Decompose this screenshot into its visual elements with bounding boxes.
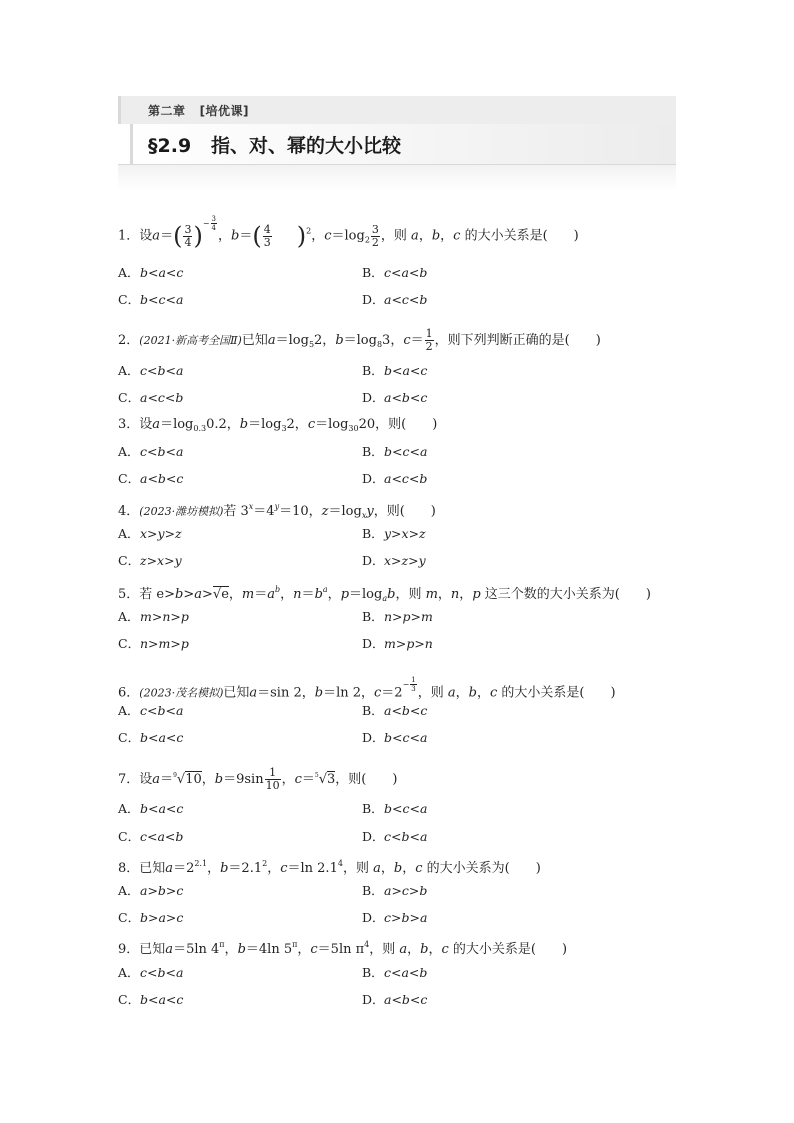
header-accent-bar xyxy=(118,96,121,124)
chapter-header xyxy=(118,96,676,192)
option-1c[interactable]: C．b<c<a xyxy=(118,292,184,307)
question-number: 2． xyxy=(118,333,140,348)
option-text: c<a<b xyxy=(140,829,184,844)
question-number: 9． xyxy=(118,942,140,957)
option-text: a<c<b xyxy=(140,390,184,405)
option-text: b<a<c xyxy=(140,265,184,280)
question-6: 6．(2023·茂名模拟)已知a＝sin 2，b＝ln 2，$c=2^{- \frac{1}{3}}$ ，则 a，b，c 的大小关系是( ) xyxy=(118,676,616,701)
option-2a[interactable]: A．c<b<a xyxy=(118,363,184,378)
option-text: b<c<a xyxy=(384,444,428,459)
question-5: 5．若 e>b>a>√e，$m=a^b$，$n=b^a$，$p=\log_ab$，则 m，n，p 这三个数的大小关系为( ) xyxy=(118,585,651,603)
option-2b[interactable]: B．b<a<c xyxy=(362,363,428,378)
option-text: b<a<c xyxy=(140,801,184,816)
option-4c[interactable]: C．z>x>y xyxy=(118,553,182,568)
question-source: (2023·茂名模拟) xyxy=(139,686,224,700)
question-9: 9．已知a＝5ln $4^\pi$，b＝4ln $5^\pi$，c＝5ln $\pi^4$，则 a，b，c 的大小关系是( ) xyxy=(118,940,568,957)
option-text: y>x>z xyxy=(384,526,426,541)
option-text: c>b>a xyxy=(384,910,428,925)
option-4a[interactable]: A．x>y>z xyxy=(118,526,182,541)
option-text: c<b<a xyxy=(140,363,184,378)
option-9c[interactable]: C．b<a<c xyxy=(118,992,184,1007)
option-text: c<b<a xyxy=(140,444,184,459)
option-5c[interactable]: C．n>m>p xyxy=(118,636,189,651)
question-number: 7． xyxy=(118,772,140,787)
option-5d[interactable]: D．m>p>n xyxy=(362,636,433,651)
option-text: c<b<a xyxy=(384,829,428,844)
option-text: c<a<b xyxy=(384,265,428,280)
option-text: a>c>b xyxy=(384,883,428,898)
question-7: 7．设a＝$^9$√10，b＝9sin $\frac{1}{10}$ ，c＝$^5$√3，则( ) xyxy=(118,766,398,792)
option-text: b>a>c xyxy=(140,910,184,925)
option-text: z>x>y xyxy=(140,553,182,568)
question-source: (2021·新高考全国Ⅱ) xyxy=(139,334,242,347)
header-shadow xyxy=(118,164,676,191)
chapter-label xyxy=(148,102,249,119)
option-7a[interactable]: A．b<a<c xyxy=(118,801,184,816)
section-heading: 指、对、幂的大小比较 xyxy=(211,135,402,157)
option-text: b<c<a xyxy=(384,730,428,745)
option-3b[interactable]: B．b<c<a xyxy=(362,444,428,459)
option-2c[interactable]: C．a<c<b xyxy=(118,390,184,405)
option-text: a<b<c xyxy=(384,703,428,718)
option-4b[interactable]: B．y>x>z xyxy=(362,526,426,541)
question-number: 6． xyxy=(118,685,140,701)
option-text: b<c<a xyxy=(384,801,428,816)
option-8c[interactable]: C．b>a>c xyxy=(118,910,184,925)
question-8: 8．已知$a=2^{2.1}$，$b=2.1^2$，c＝ln $2.1^4$，则 a，b，c 的大小关系为( ) xyxy=(118,859,541,876)
option-text: a<c<b xyxy=(384,471,428,486)
option-9a[interactable]: A．c<b<a xyxy=(118,965,184,980)
option-1b[interactable]: B．c<a<b xyxy=(362,265,428,280)
option-text: x>z>y xyxy=(384,553,426,568)
option-4d[interactable]: D．x>z>y xyxy=(362,553,426,568)
question-number: 8． xyxy=(118,861,140,876)
option-text: b<a<c xyxy=(140,992,184,1007)
option-text: n>p>m xyxy=(384,609,433,624)
question-source: (2023·潍坊模拟) xyxy=(139,505,224,518)
question-number: 5． xyxy=(118,587,140,602)
option-text: a>b>c xyxy=(140,883,184,898)
option-6a[interactable]: A．c<b<a xyxy=(118,703,184,718)
chapter-tag: [培优课] xyxy=(199,104,250,118)
option-6d[interactable]: D．b<c<a xyxy=(362,730,428,745)
option-text: a<b<c xyxy=(384,992,428,1007)
question-3: 3．设$a=\log_{0.3}0.2$，$b=\log_32$，$c=\log_{30}20$，则( ) xyxy=(118,417,438,433)
option-3a[interactable]: A．c<b<a xyxy=(118,444,184,459)
question-4: 4．(2023·潍坊模拟)若 $3^x=4^y=10$，$z=\log_xy$，则( ) xyxy=(118,502,436,520)
option-text: b<a<c xyxy=(384,363,428,378)
option-1a[interactable]: A．b<a<c xyxy=(118,265,184,280)
option-9d[interactable]: D．a<b<c xyxy=(362,992,428,1007)
question-2: 2．(2021·新高考全国Ⅱ)已知$a=\log_52$，$b=\log_83$，c＝ $\frac{1}{2}$ ，则下列判断正确的是( ) xyxy=(118,327,601,353)
option-text: b<c<a xyxy=(140,292,184,307)
option-8b[interactable]: B．a>c>b xyxy=(362,883,428,898)
section-number: §2.9 xyxy=(148,135,192,157)
option-1d[interactable]: D．a<c<b xyxy=(362,292,428,307)
option-3c[interactable]: C．a<b<c xyxy=(118,471,184,486)
section-title xyxy=(148,131,401,158)
option-6b[interactable]: B．a<b<c xyxy=(362,703,428,718)
option-2d[interactable]: D．a<b<c xyxy=(362,390,428,405)
option-7b[interactable]: B．b<c<a xyxy=(362,801,428,816)
option-3d[interactable]: D．a<c<b xyxy=(362,471,428,486)
chapter-name: 第二章 xyxy=(148,104,186,118)
option-text: a<b<c xyxy=(384,390,428,405)
option-7d[interactable]: D．c<b<a xyxy=(362,829,428,844)
option-9b[interactable]: B．c<a<b xyxy=(362,965,428,980)
option-7c[interactable]: C．c<a<b xyxy=(118,829,184,844)
option-5a[interactable]: A．m>n>p xyxy=(118,609,189,624)
option-8a[interactable]: A．a>b>c xyxy=(118,883,184,898)
option-text: c<b<a xyxy=(140,965,184,980)
option-text: n>m>p xyxy=(140,636,189,651)
title-accent-bar xyxy=(130,124,133,164)
question-1: 1．设a＝( $\frac{3}{4}$ )$^{- \frac{3}{4}}$ ，b＝( $\frac{4}{3}$ )$^2$，$c=\log_2$ $\frac{3}{2}$ ，则 a，b，c 的大小关系是( ) xyxy=(118,215,579,250)
option-text: m>p>n xyxy=(384,636,433,651)
question-number: 3． xyxy=(118,417,140,432)
option-text: b<a<c xyxy=(140,730,184,745)
option-text: a<b<c xyxy=(140,471,184,486)
option-6c[interactable]: C．b<a<c xyxy=(118,730,184,745)
option-8d[interactable]: D．c>b>a xyxy=(362,910,428,925)
option-text: a<c<b xyxy=(384,292,428,307)
question-number: 4． xyxy=(118,504,140,519)
question-number: 1． xyxy=(118,228,140,244)
option-5b[interactable]: B．n>p>m xyxy=(362,609,433,624)
option-text: c<b<a xyxy=(140,703,184,718)
option-text: c<a<b xyxy=(384,965,428,980)
option-text: x>y>z xyxy=(140,526,182,541)
option-text: m>n>p xyxy=(140,609,189,624)
